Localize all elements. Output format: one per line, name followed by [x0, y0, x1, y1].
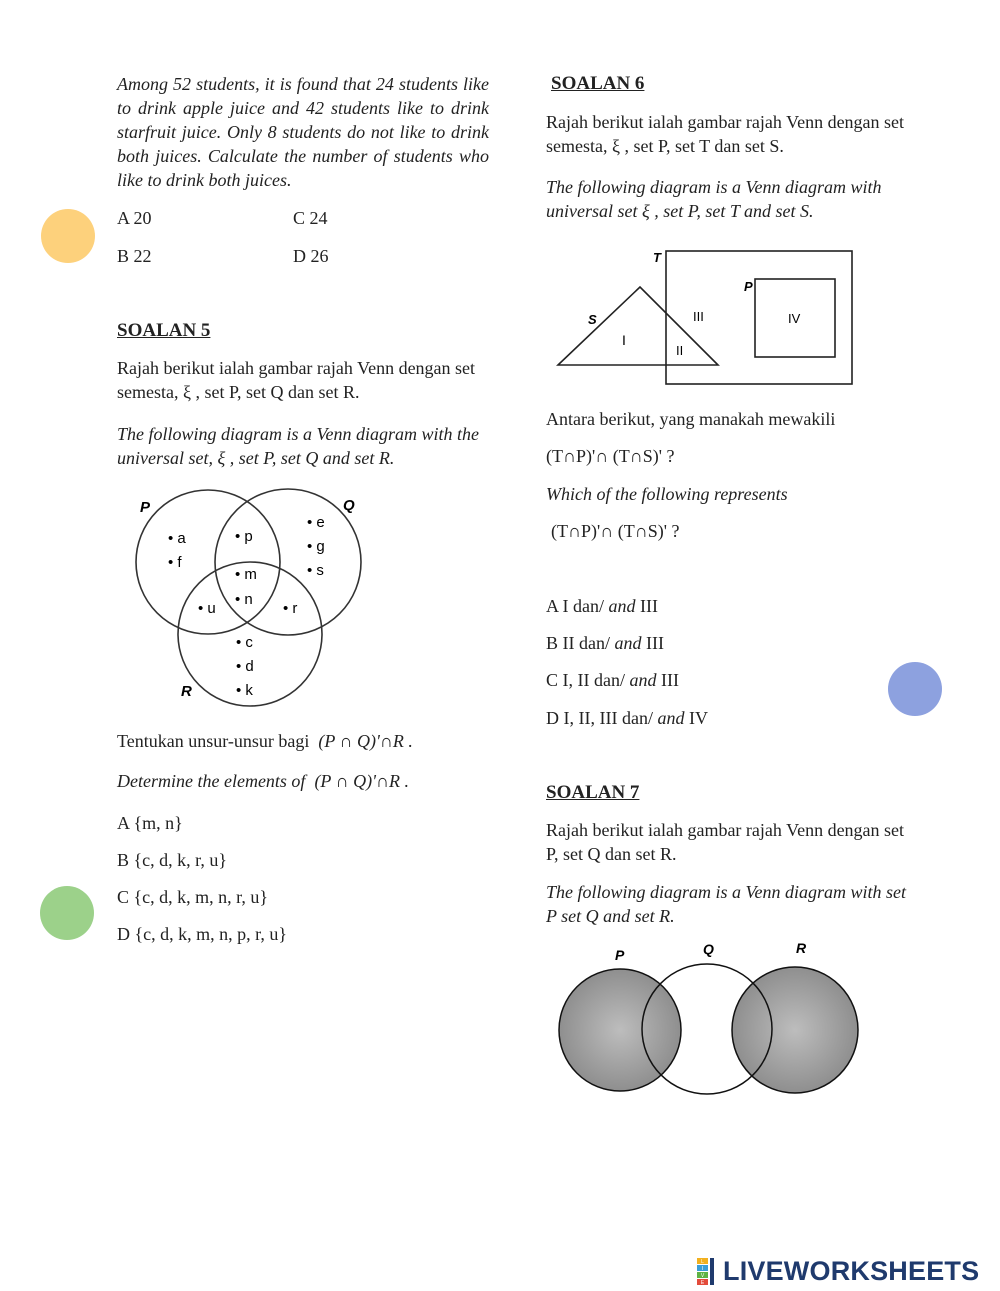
q5-element: • u	[198, 600, 216, 617]
q4-option-d[interactable]: D 26	[293, 246, 329, 266]
q6-label-s: S	[588, 312, 597, 327]
q6-label-p: P	[744, 279, 753, 294]
q7-circle-r	[732, 967, 858, 1093]
q5-option-b[interactable]: B {c, d, k, r, u}	[117, 850, 228, 870]
q6-option-a[interactable]: A I dan/ and III	[546, 596, 658, 616]
liveworksheets-wordmark: LIVEWORKSHEETS	[723, 1256, 980, 1286]
q5-element: • g	[307, 538, 325, 555]
q5-question-english: Determine the elements of (P ∩ Q)'∩R .	[117, 771, 409, 791]
liveworksheets-icon	[697, 1258, 721, 1286]
svg-text:V: V	[700, 1272, 705, 1279]
q6-region-2: II	[676, 343, 684, 358]
q6-option-c[interactable]: C I, II dan/ and III	[546, 670, 679, 690]
q5-label-p: P	[140, 499, 151, 516]
q5-expression: (P ∩ Q)'∩R .	[314, 771, 409, 791]
q5-element: • k	[236, 682, 253, 699]
q7-label-p: P	[615, 947, 625, 963]
q5-element: • f	[168, 554, 182, 571]
q5-malay: Rajah berikut ialah gambar rajah Venn dengan set semesta, ξ , set P, set Q dan set R.	[117, 358, 476, 402]
q7-venn-diagram	[548, 935, 868, 1100]
q6-expression: (T∩P)'∩ (T∩S)' ?	[546, 446, 675, 466]
q7-label-q: Q	[703, 941, 714, 957]
q5-element: • e	[307, 514, 325, 531]
q6-question-malay: Antara berikut, yang manakah mewakili	[546, 409, 836, 429]
q6-heading: SOALAN 6	[551, 73, 645, 94]
q5-element: • c	[236, 634, 253, 651]
q5-element: • a	[168, 530, 186, 547]
answer-marker-blue[interactable]	[888, 662, 942, 716]
q5-venn-diagram	[120, 480, 375, 710]
q7-malay: Rajah berikut ialah gambar rajah Venn dengan set P, set Q dan set R.	[546, 820, 905, 864]
q5-element: • s	[307, 562, 324, 579]
q5-element: • m	[235, 566, 257, 583]
q5-question-malay: Tentukan unsur-unsur bagi (P ∩ Q)'∩R .	[117, 731, 413, 751]
q4-option-b[interactable]: B 22	[117, 246, 152, 266]
svg-text:I: I	[701, 1265, 704, 1272]
svg-text:L: L	[701, 1258, 704, 1265]
q5-option-a[interactable]: A {m, n}	[117, 813, 183, 833]
q7-label-r: R	[796, 940, 807, 956]
q5-element: • p	[235, 528, 253, 545]
answer-marker-green[interactable]	[40, 886, 94, 940]
q5-element: • d	[236, 658, 254, 675]
q6-region-4: IV	[788, 311, 801, 326]
q6-region-3: III	[693, 309, 704, 324]
q5-expression: (P ∩ Q)'∩R .	[318, 731, 413, 751]
q6-question-english: Which of the following represents	[546, 484, 788, 504]
q7-heading: SOALAN 7	[546, 782, 640, 803]
q6-english: The following diagram is a Venn diagram with universal set ξ , set P, set T and set S.	[546, 177, 882, 221]
q5-heading: SOALAN 5	[117, 320, 211, 341]
q5-element: • n	[235, 591, 253, 608]
q6-option-d[interactable]: D I, II, III dan/ and IV	[546, 708, 708, 728]
q4-stem: Among 52 students, it is found that 24 students like to drink apple juice and 42 students like to drink starfruit juice. Only 8 students do not like to drink both juices. Calculate the number of students who like to drink both juices.	[117, 74, 489, 190]
q5-element: • r	[283, 600, 298, 617]
q6-malay: Rajah berikut ialah gambar rajah Venn dengan set semesta, ξ , set P, set T dan set S.	[546, 112, 905, 156]
q6-label-t: T	[653, 250, 661, 265]
q7-circle-p	[559, 969, 681, 1091]
q5-label-q: Q	[343, 497, 355, 514]
liveworksheets-logo	[697, 1256, 979, 1287]
q6-set-s	[558, 287, 718, 365]
q4-option-c[interactable]: C 24	[293, 208, 328, 228]
q5-option-d[interactable]: D {c, d, k, m, n, p, r, u}	[117, 924, 288, 944]
q6-region-1: I	[622, 332, 626, 348]
q6-venn-diagram	[548, 245, 860, 390]
q7-english: The following diagram is a Venn diagram with set P set Q and set R.	[546, 882, 907, 926]
q5-option-c[interactable]: C {c, d, k, m, n, r, u}	[117, 887, 269, 907]
q6-expression: (T∩P)'∩ (T∩S)' ?	[551, 521, 680, 541]
svg-text:E: E	[700, 1279, 705, 1286]
q6-option-b[interactable]: B II dan/ and III	[546, 633, 664, 653]
answer-marker-orange[interactable]	[41, 209, 95, 263]
q5-label-r: R	[181, 683, 192, 700]
q5-english: The following diagram is a Venn diagram with the universal set, ξ , set P, set Q and set R.	[117, 424, 480, 468]
q4-option-a[interactable]: A 20	[117, 208, 152, 228]
